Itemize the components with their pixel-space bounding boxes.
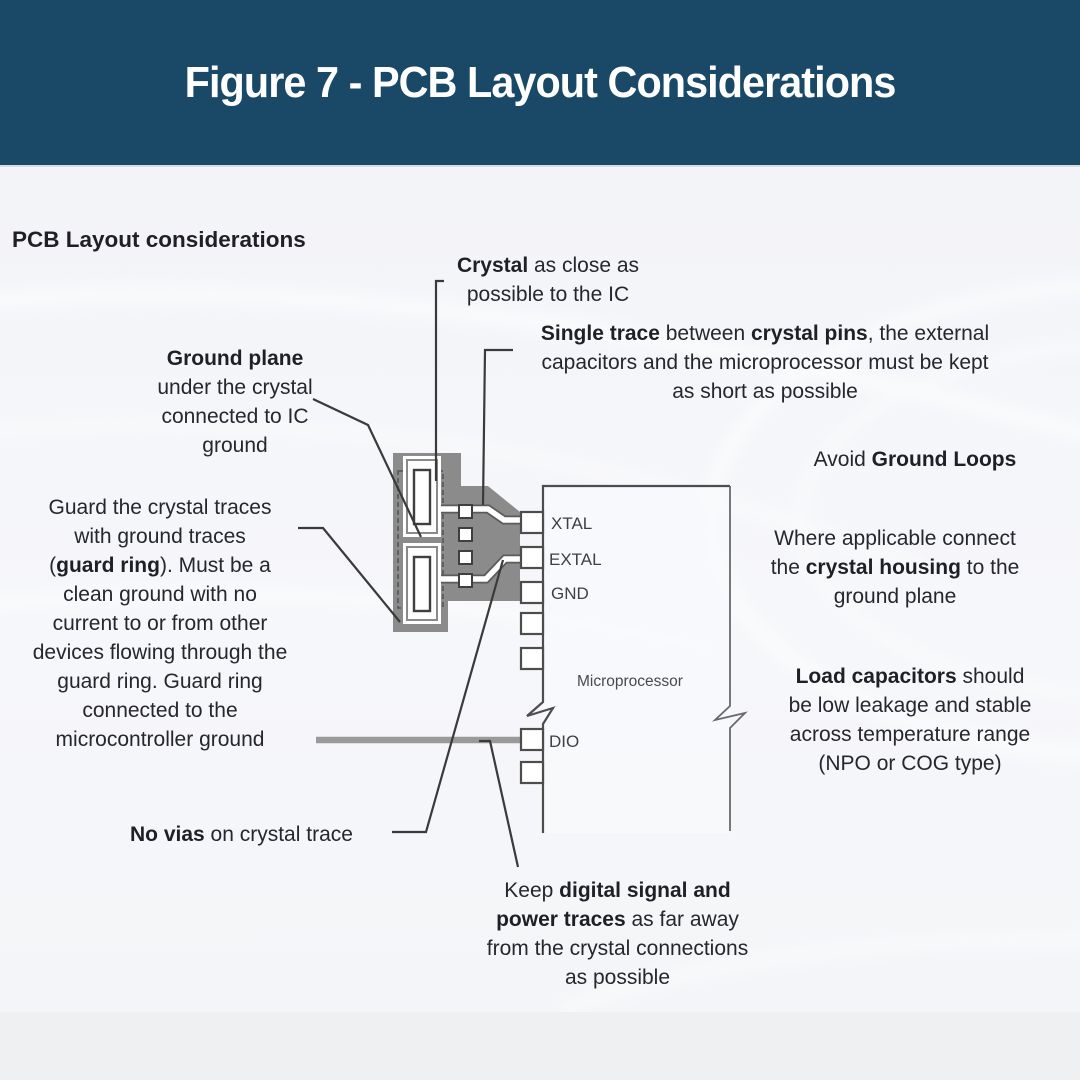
pin-extal xyxy=(521,547,543,568)
annotation-avoid-ground-loops: Avoid Ground Loops xyxy=(813,448,1017,471)
pin-xtal xyxy=(521,512,543,533)
leader-keep-digital xyxy=(479,741,518,867)
via-icon xyxy=(459,528,472,541)
figure-title: Figure 7 - PCB Layout Considerations xyxy=(184,57,896,107)
annotation-crystal-close: Crystal as close as possible to the IC xyxy=(456,254,640,306)
pin-unlabeled xyxy=(521,762,543,783)
annotation-no-vias: No vias on crystal trace xyxy=(130,823,353,846)
annotation-load-capacitors: Load capacitors should be low leakage and stable across temperature range (NPO or COG type) xyxy=(788,665,1032,775)
annotation-ground-plane: Ground plane under the crystal connected to IC ground xyxy=(157,347,313,457)
via-icon xyxy=(459,574,472,587)
pin-label-gnd: GND xyxy=(551,584,589,603)
via-icon xyxy=(459,551,472,564)
ic-body-fill xyxy=(543,486,730,833)
pin-unlabeled xyxy=(521,613,543,634)
pin-label-dio: DIO xyxy=(549,732,580,751)
annotation-keep-digital: Keep digital signal and power traces as far away from the crystal connections as possible xyxy=(486,879,749,989)
annotation-single-trace: Single trace between crystal pins, the external capacitors and the microprocessor must be kept as short as possible xyxy=(540,322,990,403)
slide-heading: PCB Layout considerations xyxy=(12,227,306,252)
ic-pins xyxy=(521,512,543,783)
pin-label-xtal: XTAL xyxy=(551,514,593,533)
pin-gnd xyxy=(521,582,543,603)
ic-label: Microprocessor xyxy=(577,673,683,690)
pin-label-extal: EXTAL xyxy=(549,550,602,569)
via-icon xyxy=(459,505,472,518)
pad1-inner xyxy=(414,470,430,524)
pad2-inner xyxy=(414,557,430,611)
pin-unlabeled xyxy=(521,648,543,669)
microprocessor-ic xyxy=(521,486,745,833)
annotation-guard-ring: Guard the crystal traces with ground traces (guard ring). Must be a clean ground with no current to or from other devices flowing through the guard ring. Guard ring connected to the microcontroller ground xyxy=(32,496,288,751)
pin-dio xyxy=(521,729,543,750)
annotation-crystal-housing: Where applicable connect the crystal housing to the ground plane xyxy=(770,527,1020,608)
